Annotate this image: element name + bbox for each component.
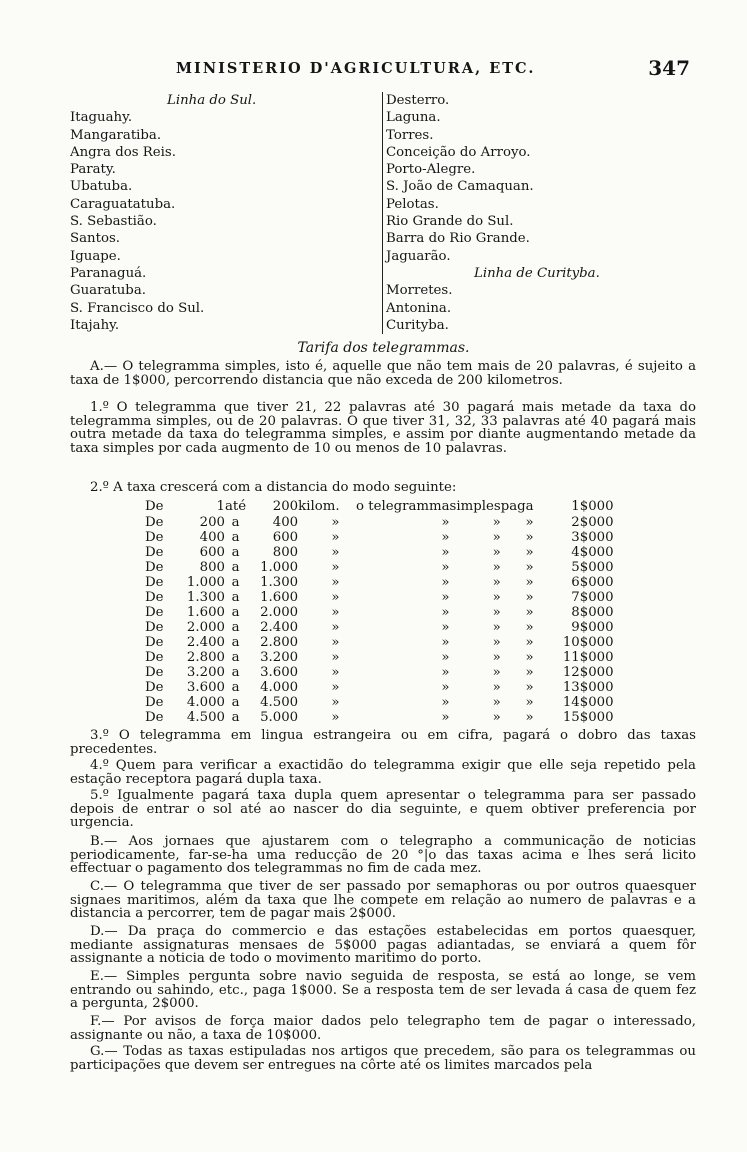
cell-m1: »: [331, 695, 340, 710]
cell-a: a: [231, 560, 240, 575]
cell-to: 3.200: [260, 650, 299, 665]
paragraph-1: [70, 401, 696, 455]
cell-from: 2.000: [186, 620, 225, 635]
cell-to: 600: [272, 530, 299, 545]
table-row: [145, 545, 614, 560]
cell-price: 12$000: [562, 665, 614, 680]
cell-to: 800: [272, 545, 299, 560]
cell-m1: »: [331, 680, 340, 695]
table-row: [145, 515, 614, 530]
table-row: [145, 650, 614, 665]
list-item: Mangaratiba.: [70, 127, 162, 143]
cell-price: 2$000: [571, 515, 614, 530]
paragraph-text: B.— Aos jornaes que ajustarem com o telegrapho a communicação de noticias periodicamente, far-se-ha uma reducção de 20 °|o das taxas acima e lhes será licito effectuar o pagamento dos telegrammas no fim de cada mez.: [70, 834, 696, 877]
cell-de: De: [145, 635, 164, 650]
cell-m2: »: [441, 575, 450, 590]
cell-m2: »: [441, 620, 450, 635]
left-column: [70, 92, 370, 334]
cell-to: 4.000: [260, 680, 299, 695]
list-item: Curityba.: [386, 317, 449, 333]
cell-to: 5.000: [260, 710, 299, 725]
right-column: [382, 92, 706, 334]
paragraph-5: [70, 789, 696, 830]
cell-m2: »: [441, 530, 450, 545]
cell-a: a: [231, 665, 240, 680]
cell-m4: »: [525, 590, 534, 605]
cell-m3: »: [492, 680, 501, 695]
cell-price: 8$000: [571, 605, 614, 620]
cell-m1: kilom.: [298, 499, 340, 514]
cell-from: 400: [199, 530, 225, 545]
table-row: [145, 590, 614, 605]
paragraph-b: [70, 835, 696, 876]
cell-m3: »: [492, 590, 501, 605]
paragraph-d: [70, 925, 696, 966]
station-lists: [70, 92, 710, 332]
cell-de: De: [145, 499, 164, 514]
table-row: [145, 575, 614, 590]
cell-m1: »: [331, 605, 340, 620]
cell-de: De: [145, 575, 164, 590]
paragraph-text: 5.º Igualmente pagará taxa dupla quem apresentar o telegramma para ser passado depois de entrar o sol até ao nascer do dia seguinte, e quem obtiver preferencia por urgencia.: [70, 788, 696, 831]
cell-de: De: [145, 590, 164, 605]
list-item: Rio Grande do Sul.: [386, 214, 514, 230]
cell-from: 3.200: [186, 665, 225, 680]
running-header: [150, 56, 710, 84]
paragraph-text: 3.º O telegramma em lingua estrangeira ou em cifra, pagará o dobro das taxas precedentes.: [70, 728, 696, 757]
right-column-heading: Linha de Curityba.: [474, 265, 600, 281]
cell-m3: »: [492, 635, 501, 650]
cell-m4: »: [525, 605, 534, 620]
table-row: [145, 620, 614, 635]
cell-de: De: [145, 680, 164, 695]
list-item: Porto-Alegre.: [386, 162, 476, 178]
cell-de: De: [145, 530, 164, 545]
cell-m4: »: [525, 710, 534, 725]
section-title: Tarifa dos telegrammas.: [297, 340, 470, 356]
cell-to: 1.600: [260, 590, 299, 605]
table-row: [145, 605, 614, 620]
cell-a: a: [231, 650, 240, 665]
paragraph-f: [70, 1015, 696, 1042]
paragraph-text: F.— Por avisos de força maior dados pelo telegrapho tem de pagar o interessado, assignante ou não, a taxa de 10$000.: [70, 1014, 696, 1043]
paragraph-text: G.— Todas as taxas estipuladas nos artigos que precedem, são para os telegrammas ou participações que devem ser entregues na côrte até os limites marcados pela: [70, 1044, 696, 1073]
cell-price: 6$000: [571, 575, 614, 590]
cell-m2: »: [441, 710, 450, 725]
list-item: Itaguahy.: [70, 110, 133, 126]
cell-price: 14$000: [562, 695, 614, 710]
rate-table: [145, 499, 614, 725]
cell-m3: »: [492, 620, 501, 635]
cell-m1: »: [331, 545, 340, 560]
list-item: Itajahy.: [70, 317, 120, 333]
cell-m2: »: [441, 590, 450, 605]
cell-m2: »: [441, 560, 450, 575]
table-row: [145, 499, 614, 515]
paragraph-3: [70, 729, 696, 756]
list-item: Jaguarão.: [386, 248, 451, 264]
cell-m4: »: [525, 575, 534, 590]
cell-m4: »: [525, 635, 534, 650]
cell-price: 3$000: [571, 530, 614, 545]
cell-to: 2.000: [260, 605, 299, 620]
paragraph-2: 2.º A taxa crescerá com a distancia do modo seguinte:: [90, 480, 457, 495]
cell-from: 4.500: [186, 710, 225, 725]
list-item: Conceição do Arroyo.: [386, 144, 531, 160]
list-item: S. João de Camaquan.: [386, 179, 534, 195]
cell-a: a: [231, 545, 240, 560]
cell-m1: »: [331, 665, 340, 680]
cell-a: a: [231, 710, 240, 725]
cell-m3: »: [492, 665, 501, 680]
cell-price: 13$000: [562, 680, 614, 695]
list-item: Iguape.: [70, 248, 121, 264]
cell-m1: »: [331, 560, 340, 575]
cell-m3: »: [492, 605, 501, 620]
list-item: Morretes.: [386, 283, 453, 299]
list-item: Laguna.: [386, 110, 441, 126]
cell-m4: »: [525, 650, 534, 665]
cell-m2: »: [441, 650, 450, 665]
cell-price: 15$000: [562, 710, 614, 725]
cell-to: 2.400: [260, 620, 299, 635]
cell-to: 2.800: [260, 635, 299, 650]
cell-m4: »: [525, 680, 534, 695]
paragraph-g: [70, 1045, 696, 1072]
header-title: MINISTERIO D'AGRICULTURA, ETC.: [176, 60, 536, 77]
paragraph-text: D.— Da praça do commercio e das estações estabelecidas em portos quaesquer, mediante assignaturas mensaes de 5$000 pagas adiantadas, se enviará a quem fôr assignante a noticia de todo o movimento maritimo do porto.: [70, 924, 696, 967]
cell-m2: o telegramma: [356, 499, 450, 514]
cell-from: 1.300: [186, 590, 225, 605]
cell-m4: »: [525, 620, 534, 635]
paragraph-4: [70, 759, 696, 786]
cell-a: a: [231, 530, 240, 545]
cell-de: De: [145, 620, 164, 635]
table-row: [145, 710, 614, 725]
cell-m2: »: [441, 515, 450, 530]
cell-m2: »: [441, 665, 450, 680]
cell-a: a: [231, 680, 240, 695]
cell-m4: paga: [500, 499, 534, 514]
cell-de: De: [145, 665, 164, 680]
cell-from: 600: [199, 545, 225, 560]
cell-m4: »: [525, 695, 534, 710]
cell-from: 800: [199, 560, 225, 575]
cell-m1: »: [331, 620, 340, 635]
list-item: Santos.: [70, 231, 120, 247]
cell-price: 5$000: [571, 560, 614, 575]
table-row: [145, 530, 614, 545]
list-item: Guaratuba.: [70, 283, 146, 299]
list-item: Ubatuba.: [70, 179, 133, 195]
cell-price: 1$000: [571, 499, 614, 514]
cell-price: 10$000: [562, 635, 614, 650]
left-column-heading: Linha do Sul.: [167, 93, 257, 108]
cell-de: De: [145, 545, 164, 560]
cell-m3: »: [492, 515, 501, 530]
cell-price: 4$000: [571, 545, 614, 560]
paragraph-text: C.— O telegramma que tiver de ser passado por semaphoras ou por outros quaesquer signaes maritimos, além da taxa que lhe compete em relação ao numero de palavras e a distancia a percorrer, tem de pagar mais 2$000.: [70, 879, 696, 922]
cell-m3: simples: [449, 499, 501, 514]
cell-m4: »: [525, 665, 534, 680]
cell-from: 2.800: [186, 650, 225, 665]
cell-de: De: [145, 605, 164, 620]
cell-a: a: [231, 575, 240, 590]
table-row: [145, 695, 614, 710]
cell-m3: »: [492, 710, 501, 725]
cell-m1: »: [331, 650, 340, 665]
list-item: Angra dos Reis.: [70, 144, 176, 160]
cell-from: 200: [199, 515, 225, 530]
cell-m1: »: [331, 515, 340, 530]
cell-m2: »: [441, 545, 450, 560]
paragraph-e: [70, 970, 696, 1011]
paragraph-text: E.— Simples pergunta sobre navio seguida de resposta, se está ao longe, se vem entrando ou sahindo, etc., paga 1$000. Se a resposta tem de ser levada á casa de quem fez a pergunta, 2$000.: [70, 969, 696, 1012]
list-item: Antonina.: [386, 300, 452, 316]
cell-m3: »: [492, 695, 501, 710]
cell-m2: »: [441, 605, 450, 620]
cell-m4: »: [525, 545, 534, 560]
cell-m3: »: [492, 530, 501, 545]
cell-m1: »: [331, 575, 340, 590]
cell-m3: »: [492, 650, 501, 665]
cell-to: 200: [272, 499, 299, 514]
cell-from: 1.600: [186, 605, 225, 620]
cell-from: 4.000: [186, 695, 225, 710]
table-row: [145, 560, 614, 575]
list-item: S. Francisco do Sul.: [70, 300, 205, 316]
cell-to: 400: [272, 515, 299, 530]
cell-m2: »: [441, 695, 450, 710]
table-row: [145, 680, 614, 695]
cell-price: 7$000: [571, 590, 614, 605]
cell-m3: »: [492, 560, 501, 575]
list-item: Paraty.: [70, 162, 116, 178]
cell-de: De: [145, 560, 164, 575]
cell-m3: »: [492, 575, 501, 590]
cell-m1: »: [331, 710, 340, 725]
cell-to: 1.000: [260, 560, 299, 575]
list-item: Pelotas.: [386, 196, 439, 212]
cell-m2: »: [441, 635, 450, 650]
cell-a: a: [231, 605, 240, 620]
table-row: [145, 635, 614, 650]
paragraph-text: 4.º Quem para verificar a exactidão do telegramma exigir que elle seja repetido pela estação receptora pagará dupla taxa.: [70, 758, 696, 787]
cell-de: De: [145, 695, 164, 710]
list-item: S. Sebastião.: [70, 214, 157, 230]
list-item: Paranaguá.: [70, 265, 147, 281]
list-item: Barra do Rio Grande.: [386, 231, 530, 247]
table-row: [145, 665, 614, 680]
cell-from: 1.000: [186, 575, 225, 590]
cell-de: De: [145, 710, 164, 725]
cell-to: 3.600: [260, 665, 299, 680]
cell-m4: »: [525, 515, 534, 530]
paragraph-a: [70, 360, 696, 387]
cell-from: 1: [216, 499, 225, 514]
page-number: 347: [648, 56, 690, 80]
list-item: Torres.: [386, 127, 434, 143]
cell-a: até: [225, 499, 247, 514]
cell-m2: »: [441, 680, 450, 695]
paragraph-c: [70, 880, 696, 921]
cell-m1: »: [331, 530, 340, 545]
list-item: Caraguatatuba.: [70, 196, 176, 212]
cell-from: 2.400: [186, 635, 225, 650]
cell-price: 11$000: [562, 650, 614, 665]
list-item: Desterro.: [386, 93, 450, 108]
cell-to: 1.300: [260, 575, 299, 590]
cell-a: a: [231, 515, 240, 530]
cell-m4: »: [525, 560, 534, 575]
cell-m1: »: [331, 590, 340, 605]
cell-a: a: [231, 635, 240, 650]
cell-a: a: [231, 620, 240, 635]
cell-a: a: [231, 695, 240, 710]
cell-a: a: [231, 590, 240, 605]
cell-price: 9$000: [571, 620, 614, 635]
cell-de: De: [145, 515, 164, 530]
cell-from: 3.600: [186, 680, 225, 695]
cell-m4: »: [525, 530, 534, 545]
cell-de: De: [145, 650, 164, 665]
cell-m3: »: [492, 545, 501, 560]
paragraph-text: 1.º O telegramma que tiver 21, 22 palavras até 30 pagará mais metade da taxa do telegramma simples, ou de 20 palavras. O que tiver 31, 32, 33 palavras até 40 pagará mais outra metade da taxa do telegramma simples, e assim por diante augmentando metade da taxa simples por cada augmento de 10 ou menos de 10 palavras.: [70, 400, 696, 456]
paragraph-text: A.— O telegramma simples, isto é, aquelle que não tem mais de 20 palavras, é sujeito a taxa de 1$000, percorrendo distancia que não exceda de 200 kilometros.: [70, 359, 696, 388]
cell-m1: »: [331, 635, 340, 650]
cell-to: 4.500: [260, 695, 299, 710]
